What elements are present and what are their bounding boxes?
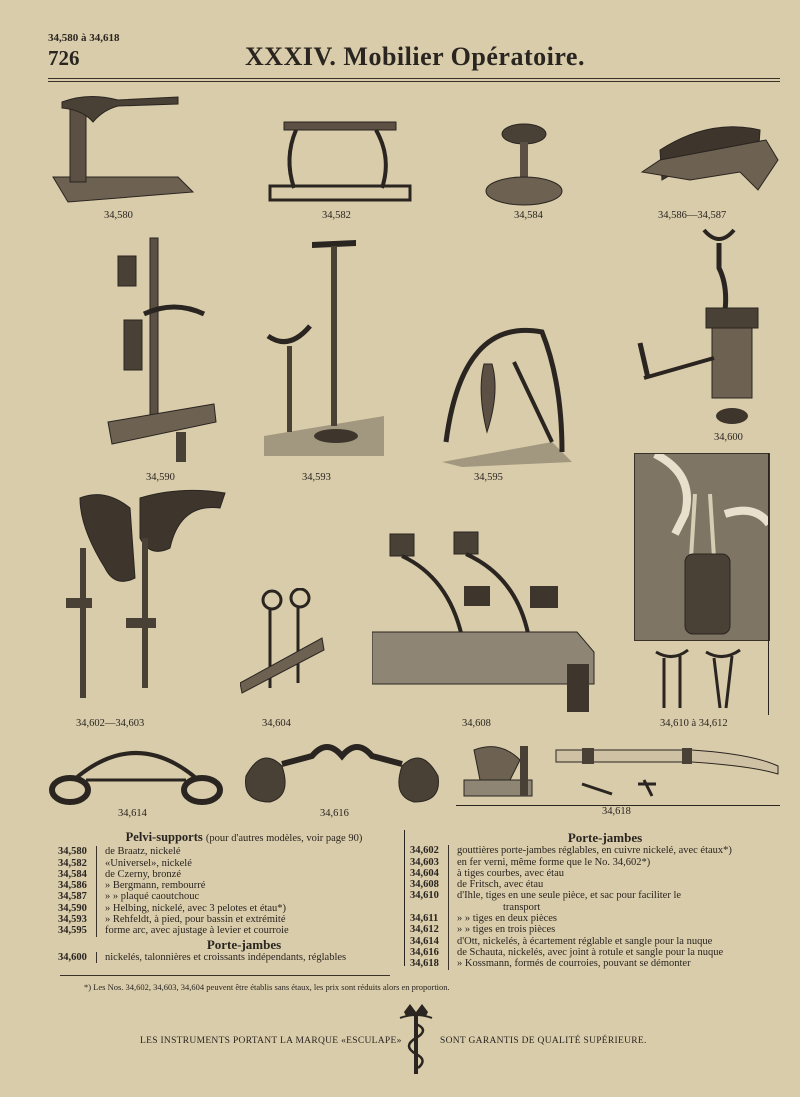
list-item: 34,586 » Bergmann, rembourré — [58, 880, 206, 892]
header-rule — [48, 78, 780, 79]
figure-34602-illustration — [60, 488, 235, 708]
figure-label-34584: 34,584 — [514, 210, 543, 221]
figure-34604-illustration — [240, 588, 330, 698]
list-item: transport — [410, 902, 780, 913]
footnote: *) Les Nos. 34,602, 34,603, 34,604 peuvent être établis sans étaux, les prix sont réduits alors en proportion. — [84, 982, 450, 992]
figure-34600-illustration — [634, 228, 764, 428]
figure-34614-illustration — [46, 738, 226, 810]
figure-34590-illustration — [104, 232, 224, 472]
list-item: 34,582 «Universel», nickelé — [58, 857, 192, 869]
figure-label-34610-34612: 34,610 à 34,612 — [660, 718, 728, 729]
list-item: 34,587 » » plaqué caoutchouc — [58, 891, 200, 903]
list-item: 34,604 à tiges courbes, avec étau — [410, 867, 564, 879]
list-item: 34,593 » Rehfeldt, à pied, pour bassin et extrémité — [58, 914, 286, 926]
figure-34595-illustration — [432, 322, 572, 467]
figure-34582-illustration — [266, 118, 416, 208]
figure-34618-strap-illustration — [552, 740, 782, 804]
list-item: 34,618 » Kossmann, formés de courroies, pouvant se démonter — [410, 958, 691, 970]
footnote-rule — [60, 975, 390, 976]
list-item: 34,602 gouttières porte-jambes réglables, en cuivre nickelé, avec étaux*) — [410, 845, 732, 857]
figure-34610-photo — [634, 453, 770, 641]
esculape-logo — [396, 1002, 436, 1076]
figure-label-34595: 34,595 — [474, 472, 503, 483]
figure-label-34580: 34,580 — [104, 210, 133, 221]
figure-label-34600: 34,600 — [714, 432, 743, 443]
footer-left-text: LES INSTRUMENTS PORTANT LA MARQUE «ESCULAPE» — [140, 1036, 402, 1046]
list-item: 34,603 en fer verni, même forme que le No. 34,602*) — [410, 856, 651, 868]
figure-label-34586-34587: 34,586—34,587 — [658, 210, 727, 221]
list-item: 34,595 forme arc, avec ajustage à levier et courroie — [58, 925, 289, 937]
page-number: 726 — [48, 46, 80, 70]
heading-note: (pour d'autres modèles, voir page 90) — [205, 833, 363, 844]
figure-34593-illustration — [264, 236, 384, 456]
figure-34611-illustration — [648, 644, 748, 714]
figure-label-34618: 34,618 — [602, 806, 631, 817]
list-item: 34,616 de Schauta, nickelés, avec joint à rotule et sangle pour la nuque — [410, 946, 724, 958]
list-item: 34,610 d'Ihle, tiges en une seule pièce, et sac pour faciliter le — [410, 890, 682, 902]
figure-34584-illustration — [484, 116, 574, 211]
figure-label-34616: 34,616 — [320, 808, 349, 819]
figure-label-34604: 34,604 — [262, 718, 291, 729]
list-item: 34,614 d'Ott, nickelés, à écartement réglable et sangle pour la nuque — [410, 935, 713, 947]
figure-34618-illustration — [460, 740, 540, 800]
footer-right-text: SONT GARANTIS DE QUALITÉ SUPÉRIEURE. — [440, 1036, 647, 1046]
header-rule-2 — [48, 81, 780, 82]
list-item: 34,611 » » tiges en deux pièces — [410, 913, 558, 925]
section-heading-porte-jambes-left: Porte-jambes — [206, 936, 282, 952]
list-item: 34,612 » » tiges en trois pièces — [410, 924, 556, 936]
figure-label-34614: 34,614 — [118, 808, 147, 819]
figure-label-34608: 34,608 — [462, 718, 491, 729]
figure-34608-illustration — [372, 524, 597, 714]
section-heading-porte-jambes-right: Porte-jambes — [567, 830, 643, 845]
list-item: 34,590 » Helbing, nickelé, avec 3 pelotes et étau*) — [58, 902, 287, 914]
list-item: 34,608 de Fritsch, avec étau — [410, 879, 544, 891]
figure-34586-illustration — [640, 120, 780, 210]
column-divider — [404, 830, 405, 966]
figure-label-34590: 34,590 — [146, 472, 175, 483]
item-range: 34,580 à 34,618 — [48, 32, 120, 44]
list-item: 34,600 nickelés, talonnières et croissants indépendants, réglables — [58, 951, 347, 963]
figure-34580-illustration — [48, 92, 198, 212]
figure-label-34602-34603: 34,602—34,603 — [76, 718, 145, 729]
left-text-column — [58, 830, 400, 963]
right-text-column — [410, 830, 780, 970]
list-item: 34,584 de Czerny, bronzé — [58, 868, 181, 880]
list-item: 34,580 de Braatz, nickelé — [58, 846, 181, 858]
figure-label-34582: 34,582 — [322, 210, 351, 221]
section-heading-pelvi-supports — [58, 832, 400, 844]
page-title: XXXIV. Mobilier Opératoire. — [245, 42, 585, 71]
figure-34616-illustration — [242, 736, 442, 808]
figure-label-34593: 34,593 — [302, 472, 331, 483]
heading-main: Pelvi-supports — [125, 830, 203, 844]
photo-frame-rule — [768, 453, 769, 715]
